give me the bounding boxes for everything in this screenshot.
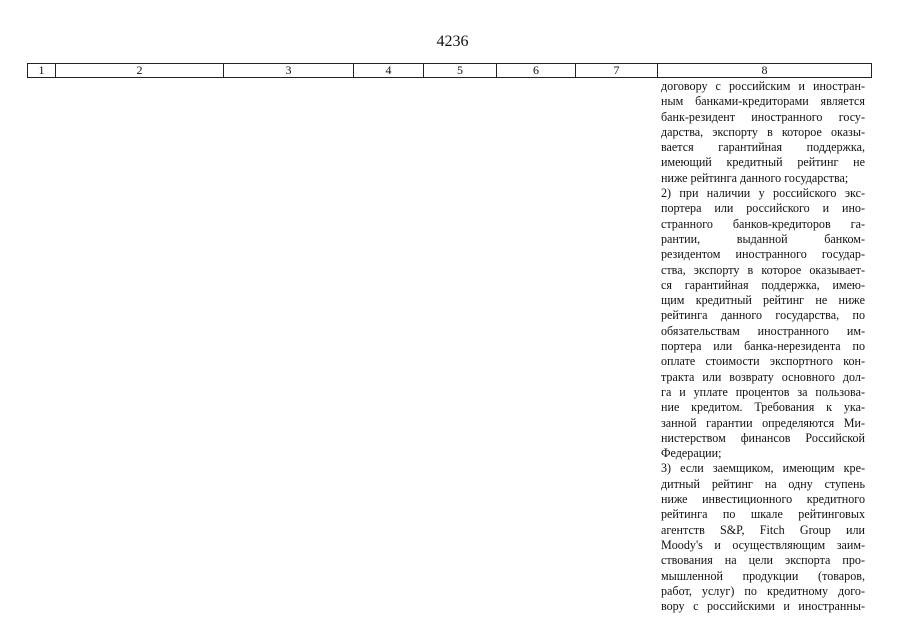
column-header-1: 1 [28,64,56,78]
text-line: занной гарантии определяются Ми- [661,415,865,430]
text-line: ниже рейтинга данного государства; [661,170,849,185]
text-line: 2) при наличии у российского экс- [661,186,865,201]
text-line: портера или банка-нерезидента по [661,339,865,354]
text-line: мышленной продукции (товаров, [661,568,865,583]
column-header-3: 3 [224,64,354,78]
text-line: ства, экспорту в которое оказывает- [661,262,865,277]
text-line: вору с российскими и иностранны- [661,599,865,614]
text-line: ниже инвестиционного кредитного [661,492,865,507]
text-line: дарства, экспорту в которое оказы- [661,124,865,139]
text-line: договору с российским и иностран- [661,79,865,93]
column-header-table [27,63,872,78]
text-line: нистерством финансов Российской [661,430,865,445]
text-line: Moody's и осуществляющим заим- [661,537,865,552]
text-line: агентств S&P, Fitch Group или [661,522,865,537]
text-line: обязательствам иностранного им- [661,323,865,338]
text-line: рейтинга данного государства, по [661,308,865,323]
text-line: 3) если заемщиком, имеющим кре- [661,461,865,476]
column-header-5: 5 [424,64,497,78]
column-header-7: 7 [576,64,658,78]
text-line: Федерации; [661,446,722,461]
text-line: вается гарантийная поддержка, [661,140,865,155]
text-line: портера или российского и ино- [661,201,865,216]
text-line: банк-резидент иностранного госу- [661,109,865,124]
column-header-4: 4 [354,64,424,78]
text-line: рантии, выданной банком- [661,231,865,246]
column-header-8: 8 [658,64,872,78]
column-header-2: 2 [56,64,224,78]
column-8-text [661,79,865,614]
text-line: ствования на цели экспорта про- [661,553,865,568]
text-line: щим кредитный рейтинг не ниже [661,293,865,308]
column-header-6: 6 [497,64,576,78]
text-line: ние кредитом. Требования к ука- [661,400,865,415]
text-line: резидентом иностранного государ- [661,247,865,262]
text-line: оплате стоимости экспортного кон- [661,354,865,369]
text-line: га и уплате процентов за пользова- [661,384,865,399]
text-line: странного банков-кредиторов га- [661,216,865,231]
text-line: работ, услуг) по кредитному дого- [661,583,865,598]
text-line: тракта или возврату основного дол- [661,369,865,384]
text-line: рейтинга по шкале рейтинговых [661,507,865,522]
page-number: 4236 [436,33,469,50]
text-line: ным банками-кредиторами является [661,94,865,109]
text-line: имеющий кредитный рейтинг не [661,155,865,170]
text-line: ся гарантийная поддержка, имею- [661,277,865,292]
column-header-row [28,64,872,78]
text-line: дитный рейтинг на одну ступень [661,476,865,491]
